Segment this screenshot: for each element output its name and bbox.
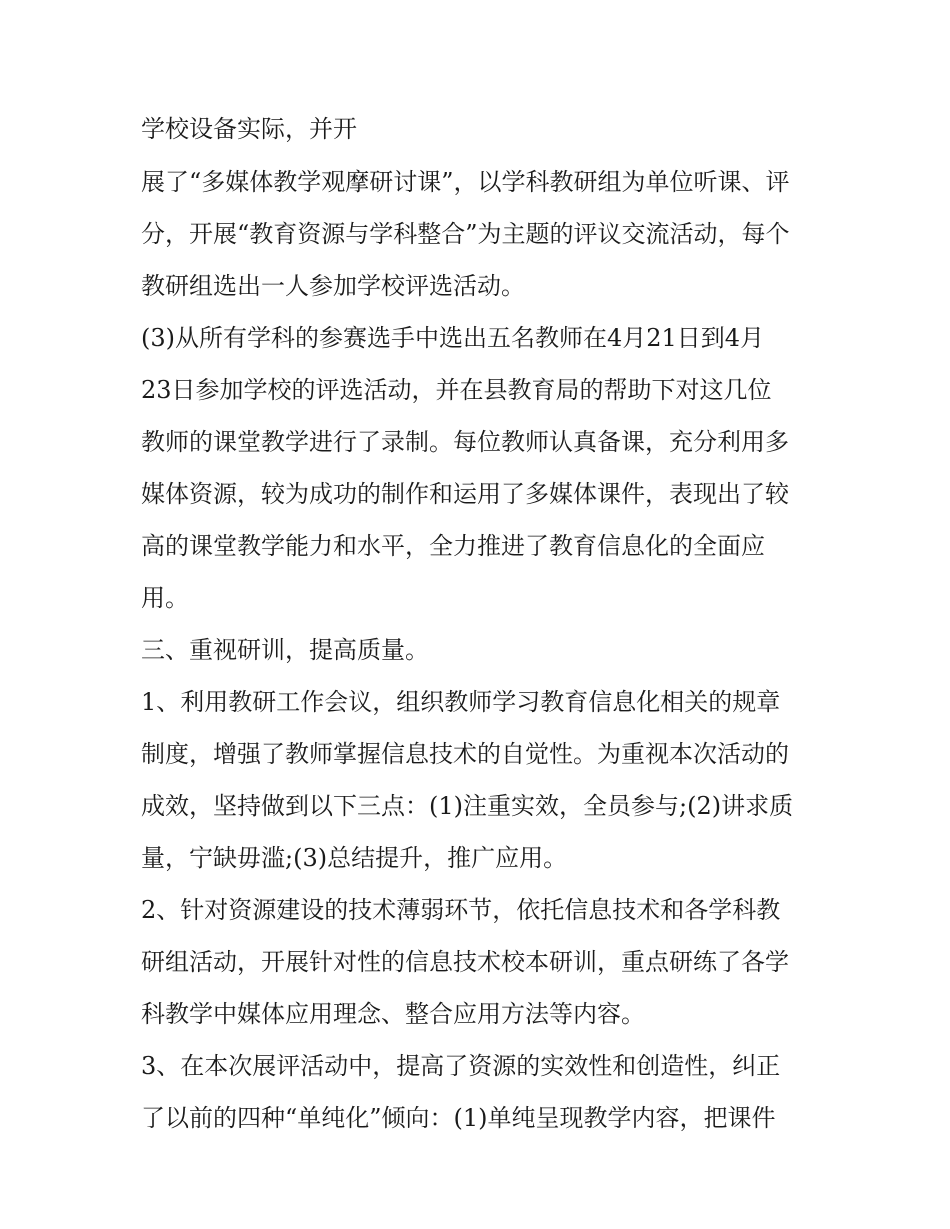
text-line: (3)从所有学科的参赛选手中选出五名教师在4月21日到4月: [141, 324, 765, 352]
text-line: 3、在本次展评活动中，提高了资源的实效性和创造性，纠正: [141, 1052, 781, 1080]
text-line: 制度，增强了教师掌握信息技术的自觉性。为重视本次活动的: [141, 740, 789, 768]
text-line: 科教学中媒体应用理念、整合应用方法等内容。: [141, 1000, 645, 1028]
text-line: 媒体资源，较为成功的制作和运用了多媒体课件，表现出了较: [141, 480, 789, 508]
section-heading: 三、重视研训，提高质量。: [141, 636, 429, 664]
text-line: 2、针对资源建设的技术薄弱环节，依托信息技术和各学科教: [141, 896, 781, 924]
text-line: 用。: [141, 584, 189, 612]
text-line: 教师的课堂教学进行了录制。每位教师认真备课，充分利用多: [141, 428, 789, 456]
text-line: 量，宁缺毋滥;(3)总结提升，推广应用。: [141, 844, 568, 872]
text-line: 研组活动，开展针对性的信息技术校本研训，重点研练了各学: [141, 948, 789, 976]
text-line: 展了“多媒体教学观摩研讨课”，以学科教研组为单位听课、评: [141, 168, 790, 196]
text-line: 分，开展“教育资源与学科整合”为主题的评议交流活动，每个: [141, 220, 790, 248]
text-line: 23日参加学校的评选活动，并在县教育局的帮助下对这几位: [141, 376, 772, 404]
text-line: 教研组选出一人参加学校评选活动。: [141, 272, 525, 300]
text-line: 学校设备实际，并开: [141, 115, 357, 143]
text-line: 高的课堂教学能力和水平，全力推进了教育信息化的全面应: [141, 532, 765, 560]
text-line: 了以前的四种“单纯化”倾向：(1)单纯呈现教学内容，把课件: [141, 1104, 776, 1132]
text-line: 1、利用教研工作会议，组织教师学习教育信息化相关的规章: [141, 688, 781, 716]
text-line: 成效，坚持做到以下三点：(1)注重实效，全员参与;(2)讲求质: [141, 792, 794, 820]
